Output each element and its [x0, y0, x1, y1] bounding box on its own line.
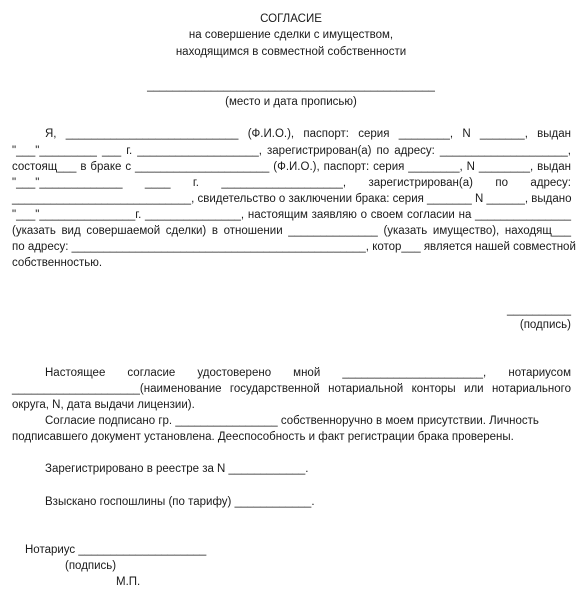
signature-blank: __________ [507, 304, 571, 316]
body-line: ____________________________, свидетельство о заключении брака: серия _______ N ______, выдано [12, 193, 572, 205]
body-line: Я, ___________________________ (Ф.И.О.), паспорт: серия ________, N _______, выдан [45, 128, 571, 140]
document-subtitle-line-1: на совершение сделки с имуществом, [188, 29, 394, 41]
notary-signature-caption: (подпись) [65, 560, 117, 572]
registry-line: Зарегистрировано в реестре за N ____________. [45, 463, 309, 475]
fee-line: Взыскано госпошлины (по тарифу) ____________. [45, 496, 315, 508]
document-subtitle-line-2: находящимся в совместной собственности [175, 46, 407, 58]
signature-caption: (подпись) [519, 319, 571, 331]
body-line: (указать вид совершаемой сделки) в отношении ______________ (указать имущество), находящ___ [12, 225, 571, 237]
notary-line: ____________________(наименование государственной нотариальной конторы или нотариального [12, 383, 571, 395]
seal-place-label: М.П. [116, 576, 141, 588]
body-line: "___"_______________г. _______________, настоящим заявляю о своем согласии на _______________ [12, 209, 571, 221]
notary-line: Настоящее согласие удостоверено мной ______________________, нотариусом [45, 367, 571, 379]
place-date-caption: (место и дата прописью) [225, 96, 357, 108]
notary-line: округа, N, дата выдачи лицензии). [12, 399, 195, 411]
notary-line: Согласие подписано гр. ________________ собственноручно в моем присутствии. Личность [45, 415, 539, 427]
notary-line: подписавшего документ установлена. Дееспособность и факт регистрации брака проверены. [12, 431, 514, 443]
body-line: собственностью. [12, 257, 103, 269]
notary-signature-line: Нотариус ____________________ [25, 544, 207, 556]
place-date-blank: _____________________________________________ [147, 80, 435, 92]
body-line: "___"_____________ ____ г. ___________________, зарегистрирован(а) по адресу: [12, 177, 571, 189]
document-title: СОГЛАСИЕ [260, 13, 322, 25]
body-line: по адресу: ______________________________________________, котор___ является нашей совместной [12, 241, 576, 253]
body-line: состоящ___ в браке с _____________________ (Ф.И.О.), паспорт: серия ________, N ________, выдан [12, 161, 571, 173]
body-line: "___"_________ ___ г. ___________________, зарегистрирован(а) по адресу: ____________________, [12, 145, 571, 157]
